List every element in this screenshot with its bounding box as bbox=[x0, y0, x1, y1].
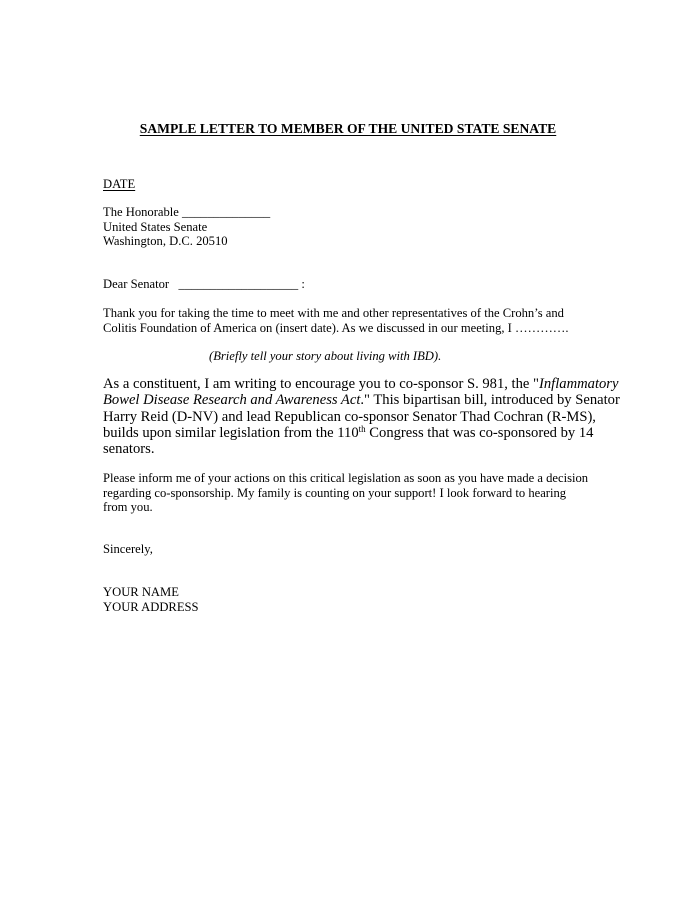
address-line-2: United States Senate bbox=[103, 219, 208, 234]
date-placeholder bbox=[103, 177, 603, 192]
ordinal-superscript: th bbox=[358, 423, 366, 434]
paragraph3-line-3: from you. bbox=[103, 500, 153, 515]
paragraph2-line-2 bbox=[103, 392, 620, 409]
signature-name: YOUR NAME bbox=[103, 585, 179, 599]
date-label: DATE bbox=[103, 177, 136, 191]
address-name-blank: ______________ bbox=[182, 205, 271, 219]
paragraph3-line-1: Please inform me of your actions on this critical legislation as soon as you have made a decision bbox=[103, 471, 589, 485]
paragraph2-line-4 bbox=[103, 425, 603, 441]
salutation-suffix: : bbox=[298, 277, 305, 291]
salutation-blank: ___________________ bbox=[178, 277, 299, 291]
paragraph-closing-request bbox=[103, 471, 603, 515]
paragraph3-line-2: regarding co-sponsorship. My family is counting on your support! I look forward to hearing bbox=[103, 485, 567, 500]
paragraph2-line-4-text: builds upon similar legislation from the 110 bbox=[103, 424, 359, 441]
salutation-prefix: Dear Senator bbox=[103, 277, 170, 291]
paragraph1-line-1: Thank you for taking the time to meet with me and other representatives of the Crohn’s and bbox=[103, 306, 564, 320]
salutation bbox=[103, 277, 603, 292]
paragraph2-line-5: senators. bbox=[103, 441, 155, 458]
address-line-1 bbox=[103, 205, 603, 220]
paragraph1-line-2: Colitis Foundation of America on (insert date). As we discussed in our meeting, I …………. bbox=[103, 320, 569, 335]
paragraph-thank-you bbox=[103, 306, 603, 335]
paragraph2-line-4-suffix: Congress that was co-sponsored by 14 bbox=[365, 424, 594, 441]
paragraph2-line-1 bbox=[103, 376, 619, 392]
signature-address: YOUR ADDRESS bbox=[103, 599, 199, 614]
paragraph2-line-1-text: As a constituent, I am writing to encourage you to co-sponsor S. 981, the " bbox=[103, 376, 539, 392]
bill-name-part-1: Inflammatory bbox=[539, 376, 619, 392]
paragraph-request bbox=[103, 376, 620, 458]
paragraph2-line-3: Harry Reid (D-NV) and lead Republican co-sponsor Senator Thad Cochran (R-MS), bbox=[103, 408, 596, 425]
story-instruction: (Briefly tell your story about living with IBD). bbox=[209, 349, 442, 363]
recipient-address bbox=[103, 205, 603, 249]
address-line-3: Washington, D.C. 20510 bbox=[103, 234, 228, 249]
letter-title: SAMPLE LETTER TO MEMBER OF THE UNITED STATE SENATE bbox=[139, 121, 557, 136]
bill-name-part-2: Bowel Disease Research and Awareness Act bbox=[103, 392, 361, 409]
address-honorable: The Honorable bbox=[103, 205, 183, 219]
closing-salutation: Sincerely, bbox=[103, 542, 153, 556]
paragraph2-line-2-text: ." This bipartisan bill, introduced by Senator bbox=[360, 392, 620, 409]
signature-block bbox=[103, 585, 603, 614]
